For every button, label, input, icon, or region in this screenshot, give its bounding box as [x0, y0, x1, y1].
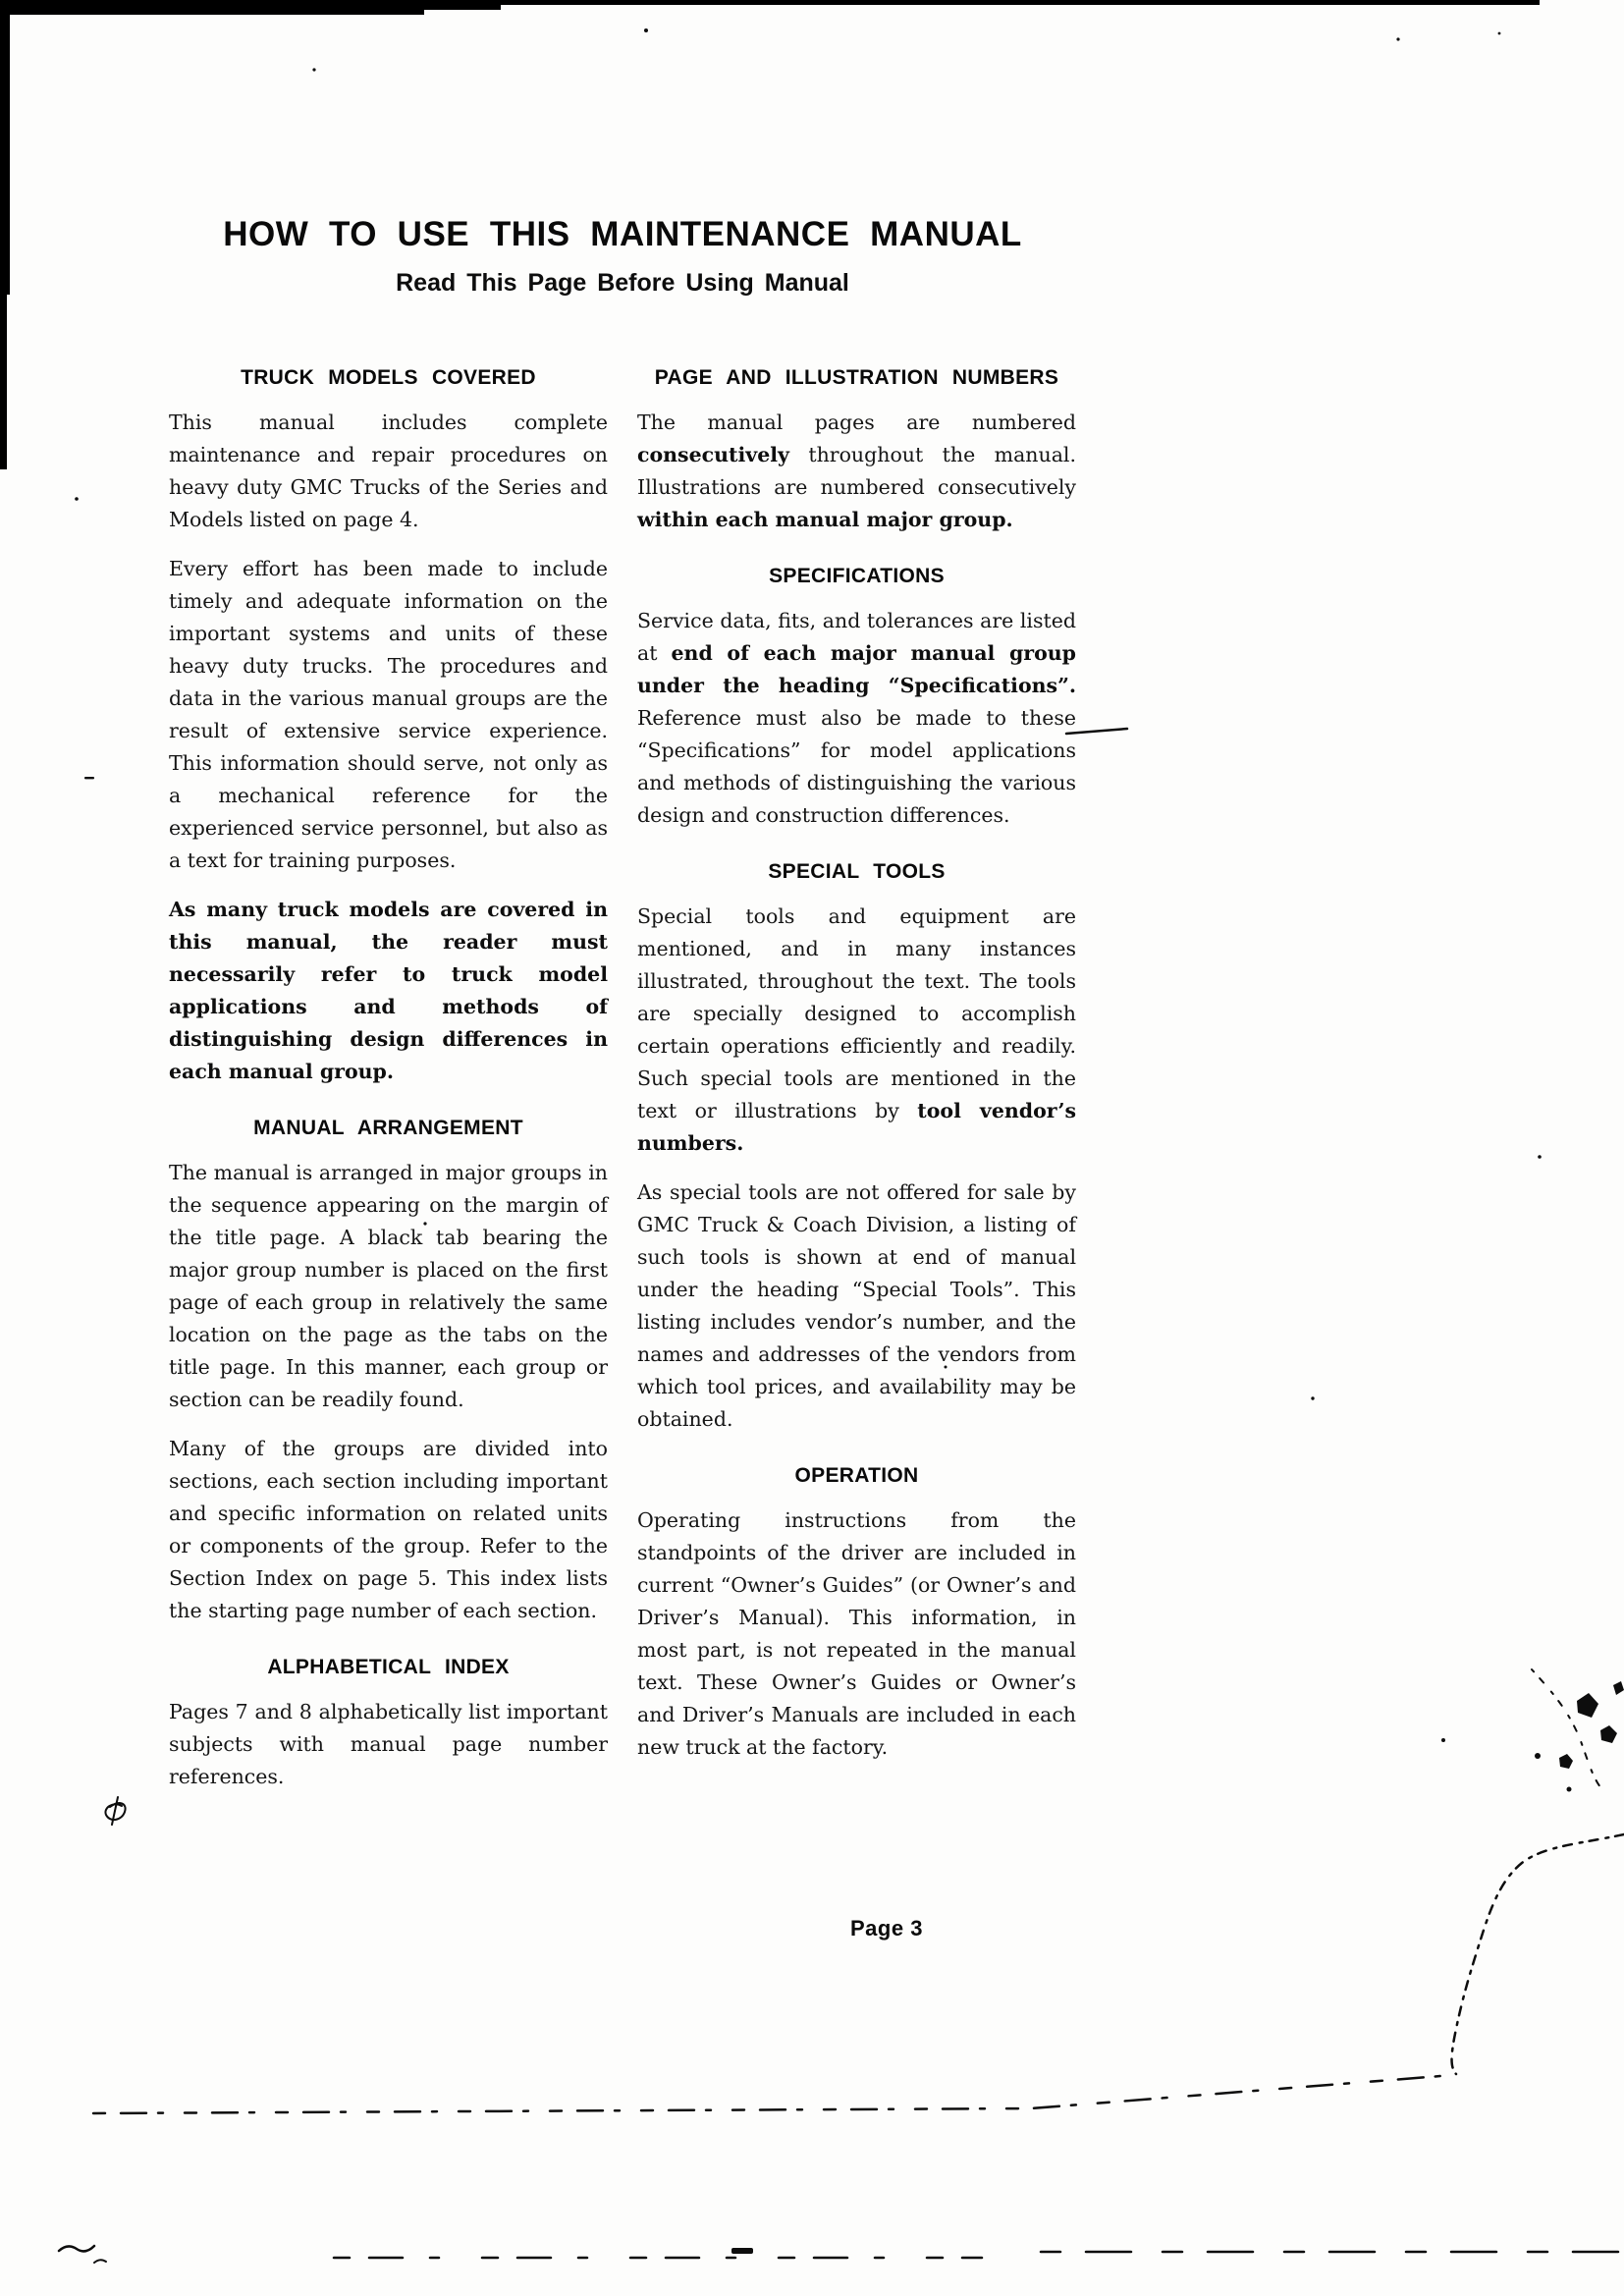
- scan-edge-left-strip: [0, 0, 10, 295]
- manual-section: [637, 1464, 1076, 1764]
- page-subtitle: Read This Page Before Using Manual: [396, 269, 849, 297]
- tilde-mark: [59, 2246, 94, 2251]
- section-heading: SPECIAL TOOLS: [768, 860, 946, 883]
- section-heading: OPERATION: [794, 1464, 919, 1487]
- fold-dashed-line: [93, 2075, 1453, 2113]
- paragraph: [169, 553, 608, 877]
- section-heading: MANUAL ARRANGEMENT: [253, 1117, 523, 1139]
- text-run: The manual is arranged in major groups in the sequence appearing on the margin of the title page. A black tab bearing the major group number is placed on the first page of each group in relatively the same location on the page as the tabs on the title page. In this manner, each group or section can be readily found.: [169, 1161, 608, 1411]
- manual-section: [169, 1656, 608, 1793]
- crease-line: [1452, 1834, 1624, 2074]
- scan-edge-left-strip-lower: [0, 293, 7, 469]
- paragraph: [169, 407, 608, 536]
- text-run: Special tools and equipment are mentioned, and in many instances illustrated, throughout the text. The tools are specially designed to accomplish certain operations efficiently and readily. Such special tools are mentioned in the text or illustrations by: [637, 904, 1076, 1122]
- text-run: The manual pages are numbered: [637, 410, 1076, 434]
- text-run: Every effort has been made to include timely and adequate information on the important systems and units of these heavy duty trucks. The procedures and data in the various manual groups are the result of extensive service experience. This information should serve, not only as a mechanical reference for the experienced service personnel, but also as a text for training purposes.: [169, 557, 608, 872]
- text-run: Reference must also be made to these “Specifications” for model applications and methods of distinguishing the various design and construction differences.: [637, 706, 1076, 827]
- paragraph: [637, 901, 1076, 1160]
- bold-text-run: As many truck models are covered in this manual, the reader must necessarily refer to truck model applications and methods of distinguishing design differences in each manual group.: [169, 898, 608, 1083]
- left-column: [169, 366, 608, 1793]
- manual-section: [637, 565, 1076, 832]
- section-heading: SPECIFICATIONS: [769, 565, 945, 587]
- page-number: Page 3: [850, 1916, 923, 1941]
- crease-line-upper: [1532, 1669, 1600, 1787]
- section-heading: ALPHABETICAL INDEX: [267, 1656, 510, 1678]
- bold-text-run: within each manual major group.: [637, 508, 1013, 531]
- paragraph: [169, 1696, 608, 1793]
- section-heading: TRUCK MODELS COVERED: [241, 366, 536, 389]
- text-run: Pages 7 and 8 alphabetically list important subjects with manual page number references.: [169, 1700, 608, 1788]
- text-run: throughout the manual. Illustrations are numbered consecutively: [637, 443, 1076, 499]
- text-run: This manual includes complete maintenance and repair procedures on heavy duty GMC Trucks of the Series and Models listed on page 4.: [169, 410, 608, 531]
- page-title: HOW TO USE THIS MAINTENANCE MANUAL: [223, 215, 1022, 253]
- paragraph: [637, 1176, 1076, 1436]
- section-heading: PAGE AND ILLUSTRATION NUMBERS: [654, 366, 1059, 389]
- two-column-body: [169, 366, 1076, 1793]
- page-content: [169, 0, 1076, 1793]
- squiggle-mark: [105, 1797, 125, 1825]
- manual-section: [637, 366, 1076, 536]
- paragraph: [169, 1157, 608, 1416]
- text-run: Operating instructions from the standpoints of the driver are included in current “Owner’s Guides” (or Owner’s and Driver’s Manual). This information, in most part, is not repeated in the manual text. These Owner’s Guides or Owner’s and Driver’s Manuals are included in each new truck at the factory.: [637, 1508, 1076, 1759]
- paragraph: [637, 1504, 1076, 1764]
- text-run: As special tools are not offered for sale by GMC Truck & Coach Division, a listing of such tools is shown at end of manual under the heading “Special Tools”. This listing includes vendor’s number, and the names and addresses of the vendors from which tool prices, and availability may be obtained.: [637, 1180, 1076, 1431]
- bold-text-run: consecutively: [637, 443, 789, 466]
- paragraph: [637, 407, 1076, 536]
- paragraph: [169, 894, 608, 1088]
- bold-text-run: tool vendor’s numbers.: [637, 1099, 1076, 1155]
- bold-text-run: end of each major manual group under the heading “Specifications”.: [637, 641, 1077, 697]
- tilde-mark-2: [94, 2260, 106, 2263]
- manual-section: [169, 366, 608, 1088]
- paragraph: [169, 1433, 608, 1627]
- text-run: Service data, fits, and tolerances are listed at: [637, 609, 1076, 665]
- paragraph: [637, 605, 1076, 832]
- manual-section: [169, 1117, 608, 1627]
- text-run: Many of the groups are divided into sections, each section including important and specific information on related units or components of the group. Refer to the Section Index on page 5. This index lists the starting page number of each section.: [169, 1437, 608, 1622]
- manual-section: [637, 860, 1076, 1436]
- right-column: [637, 366, 1076, 1793]
